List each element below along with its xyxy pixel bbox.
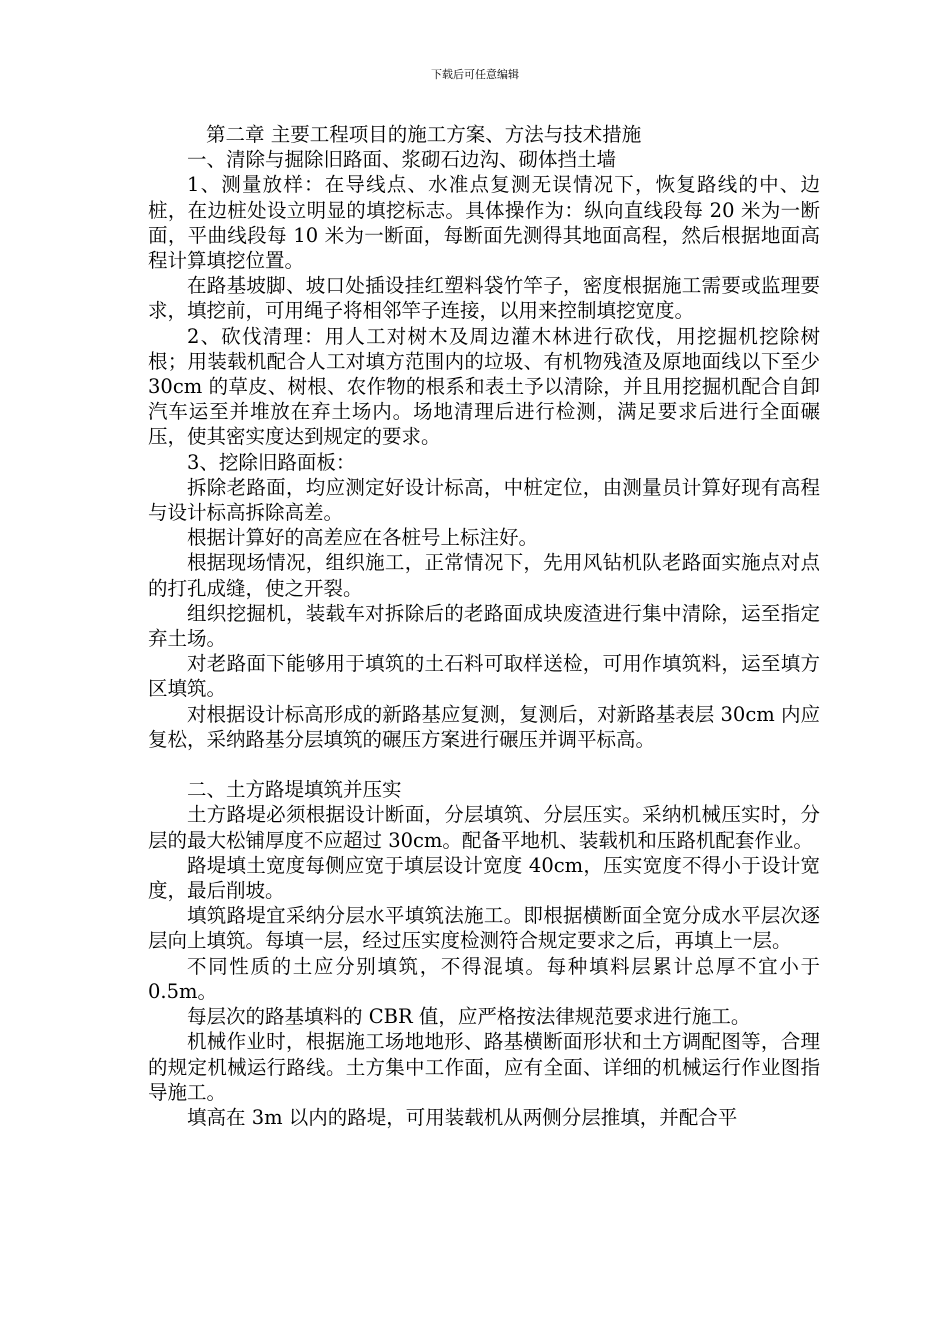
paragraph-9: 对老路面下能够用于填筑的土石料可取样送检，可用作填筑料，运至填方区填筑。 [148,652,820,701]
paragraph-6: 根据计算好的高差应在各桩号上标注好。 [187,526,539,550]
section-2-title: 二、土方路堤填筑并压实 [187,778,402,802]
paragraph-10: 对根据设计标高形成的新路基应复测，复测后，对新路基表层 30cm 内应复松，采纳路基分层填筑的碾压方案进行碾压并调平标高。 [148,702,820,751]
paragraph-13: 填筑路堤宜采纳分层水平填筑法施工。即根据横断面全宽分成水平层次逐层向上填筑。每填一层，经过压实度检测符合规定要求之后，再填上一层。 [148,904,820,953]
paragraph-17: 填高在 3m 以内的路堤，可用装载机从两侧分层推填，并配合平 [187,1105,738,1129]
download-note: 下载后可任意编辑 [431,68,519,81]
document-body [148,122,820,1130]
chapter-title: 第二章 主要工程项目的施工方案、方法与技术措施 [206,123,642,146]
paragraph-16: 机械作业时，根据施工场地地形、路基横断面形状和土方调配图等，合理的规定机械运行路线。土方集中工作面，应有全面、详细的机械运行作业图指导施工。 [148,1030,820,1104]
paragraph-15: 每层次的路基填料的 CBR 值，应严格按法律规范要求进行施工。 [187,1005,751,1029]
paragraph-12: 路堤填土宽度每侧应宽于填层设计宽度 40cm，压实宽度不得小于设计宽度，最后削坡。 [148,853,820,903]
paragraph-11: 土方路堤必须根据设计断面，分层填筑、分层压实。采纳机械压实时，分层的最大松铺厚度不应超过 30cm。配备平地机、装载机和压路机配套作业。 [148,803,820,852]
paragraph-2: 在路基坡脚、坡口处插设挂红塑料袋竹竿子，密度根据施工需要或监理要求，填挖前，可用绳子将相邻竿子连接，以用来控制填挖宽度。 [148,274,820,323]
blank-line [148,752,820,777]
paragraph-5: 拆除老路面，均应测定好设计标高，中桩定位，由测量员计算好现有高程与设计标高拆除高差。 [148,475,820,525]
paragraph-3: 2、砍伐清理：用人工对树木及周边灌木林进行砍伐，用挖掘机挖除树根；用装载机配合人工对填方范围内的垃圾、有机物残渣及原地面线以下至少 30cm 的草皮、树根、农作物的根系和表土予以清除，并且用挖掘机配合自卸汽车运至并堆放在弃土场内。场地清理后进行检测，满足要求后进行全面碾压，使其密实度达到规定的要求。 [148,324,820,449]
section-1-title: 一、清除与掘除旧路面、浆砌石边沟、砌体挡土墙 [187,148,617,172]
paragraph-7: 根据现场情况，组织施工，正常情况下，先用风钻机队老路面实施点对点的打孔成缝，使之开裂。 [148,551,820,600]
paragraph-8: 组织挖掘机，装载车对拆除后的老路面成块废渣进行集中清除，运至指定弃土场。 [148,601,820,651]
paragraph-14: 不同性质的土应分别填筑，不得混填。每种填料层累计总厚不宜小于 0.5m。 [148,954,820,1003]
paragraph-4: 3、挖除旧路面板： [187,450,356,474]
paragraph-1: 1、测量放样：在导线点、水准点复测无误情况下，恢复路线的中、边桩，在边桩处设立明显的填挖标志。具体操作为：纵向直线段每 20 米为一断面，平曲线段每 10 米为一断面，每断面先测得其地面高程，然后根据地面高程计算填挖位置。 [148,173,820,273]
